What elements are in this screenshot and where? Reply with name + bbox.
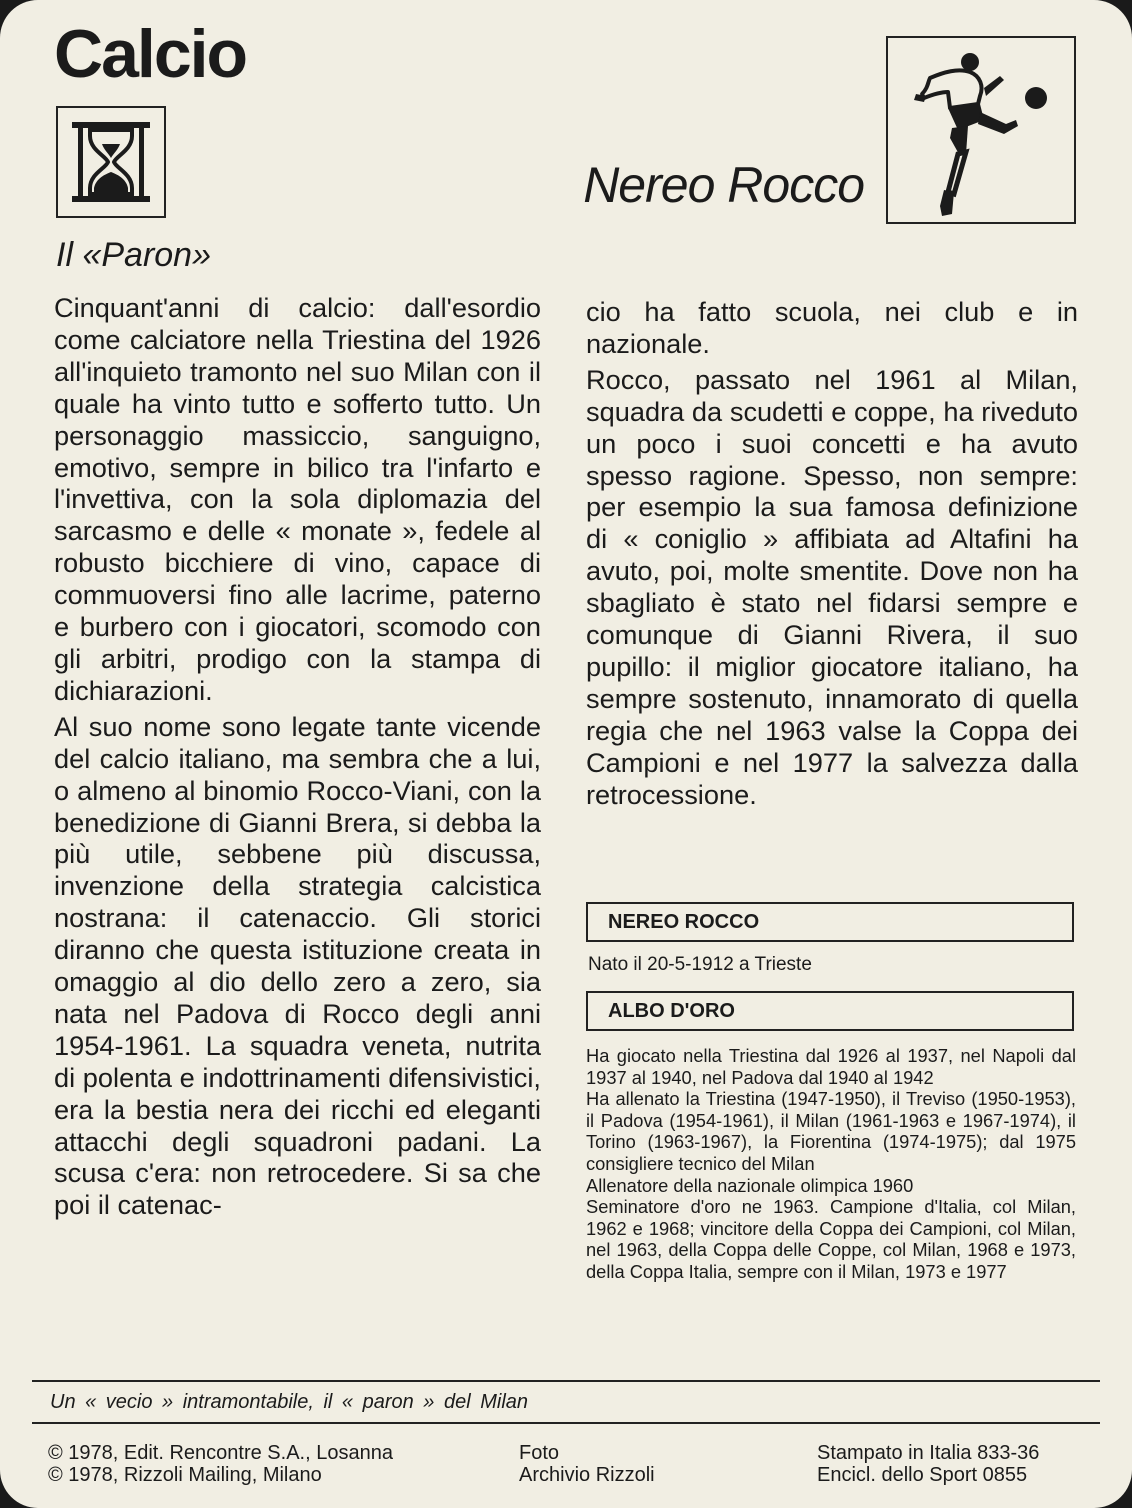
body-column-left [54, 292, 541, 1225]
printed-line: Stampato in Italia 833-36 [817, 1442, 1040, 1464]
footballer-kicking-icon [888, 38, 1074, 222]
body-paragraph: cio ha fatto scuola, nei club e in nazionale. [586, 296, 1078, 359]
footer-copyright [48, 1442, 393, 1486]
player-name-title: Nereo Rocco [583, 157, 864, 213]
hourglass-icon [64, 114, 158, 210]
photo-credit: Archivio Rizzoli [519, 1464, 655, 1486]
caption-divider-top [32, 1380, 1100, 1382]
photo-caption: Un « vecio » intramontabile, il « paron » del Milan [50, 1391, 529, 1413]
body-column-right [586, 296, 1078, 815]
category-icon-box [56, 106, 166, 218]
albo-entry: Seminatore d'oro ne 1963. Campione d'Italia, col Milan, 1962 e 1968; vincitore della Coppa dei Campioni, col Milan, nel 1963, della Coppa delle Coppe, col Milan, 1968 e 1973, della Coppa Italia, sempre con il Milan, 1973 e 1977 [586, 1196, 1076, 1282]
albo-entry: Ha giocato nella Triestina dal 1926 al 1937, nel Napoli dal 1937 al 1940, nel Padova dal 1940 al 1942 [586, 1045, 1076, 1088]
sport-title: Calcio [54, 16, 247, 92]
photo-label: Foto [519, 1442, 560, 1464]
copyright-line: © 1978, Rizzoli Mailing, Milano [48, 1464, 322, 1486]
caption-divider-bottom [32, 1422, 1100, 1424]
name-heading-box: NEREO ROCCO [586, 902, 1074, 942]
albo-heading-box: ALBO D'ORO [586, 991, 1074, 1031]
body-paragraph: Al suo nome sono legate tante vicende del calcio italiano, ma sembra che a lui, o almeno al binomio Rocco-Viani, con la benedizione di Gianni Brera, si debba la più utile, sebbene più discussa, invenzione della strategia calcistica nostrana: il catenaccio. Gli storici diranno che questa istituzione creata in omaggio al dio dello zero a zero, sia nata nel Padova di Rocco degli anni 1954-1961. La squadra veneta, nutrita di polenta e indottrinamenti difensivistici, era la bestia nera dei ricchi ed eleganti attacchi degli squadroni padani. La scusa c'era: non retrocedere. Si sa che poi il catenac- [54, 710, 541, 1221]
birth-info: Nato il 20-5-1912 a Trieste [588, 954, 812, 975]
albo-entry: Ha allenato la Triestina (1947-1950), il Treviso (1950-1953), il Padova (1954-1961), il Milan (1961-1963 e 1967-1974), il Torino (1963-1967), la Fiorentina (1974-1975); dal 1975 consigliere tecnico del Milan [586, 1088, 1076, 1174]
albo-list [586, 1045, 1076, 1283]
body-paragraph: Cinquant'anni di calcio: dall'esordio come calciatore nella Triestina del 1926 all'inquieto tramonto nel suo Milan con il quale ha vinto tutto e sofferto tutto. Un personaggio massiccio, sanguigno, emotivo, sempre in bilico tra l'infarto e l'invettiva, con la sola diplomazia del sarcasmo e delle « monate », fedele al robusto bicchiere di vino, capace di commuoversi fino alle lacrime, paterno e burbero con i giocatori, scomodo con gli arbitri, prodigo con la stampa di dichiarazioni. [54, 292, 541, 706]
card-subtitle: Il «Paron» [56, 236, 211, 274]
copyright-line: © 1978, Edit. Rencontre S.A., Losanna [48, 1442, 393, 1464]
player-icon-box [886, 36, 1076, 224]
footer-photo-credit [519, 1442, 655, 1486]
albo-entry: Allenatore della nazionale olimpica 1960 [586, 1174, 914, 1196]
series-line: Encicl. dello Sport 0855 [817, 1464, 1028, 1486]
footer-print-info [817, 1442, 1039, 1486]
body-paragraph: Rocco, passato nel 1961 al Milan, squadra da scudetti e coppe, ha riveduto un poco i suoi concetti e ha avuto spesso ragione. Spesso, non sempre: per esempio la sua famosa definizione di « coniglio » affibiata ad Altafini ha avuto, poi, molte smentite. Dove non ha sbagliato è stato nel fidarsi sempre e comunque di Gianni Rivera, il suo pupillo: il miglior giocatore italiano, ha sempre sostenuto, innamorato di quella regia che nel 1963 valse la Coppa dei Campioni e nel 1977 la salvezza dalla retrocessione. [586, 363, 1078, 810]
